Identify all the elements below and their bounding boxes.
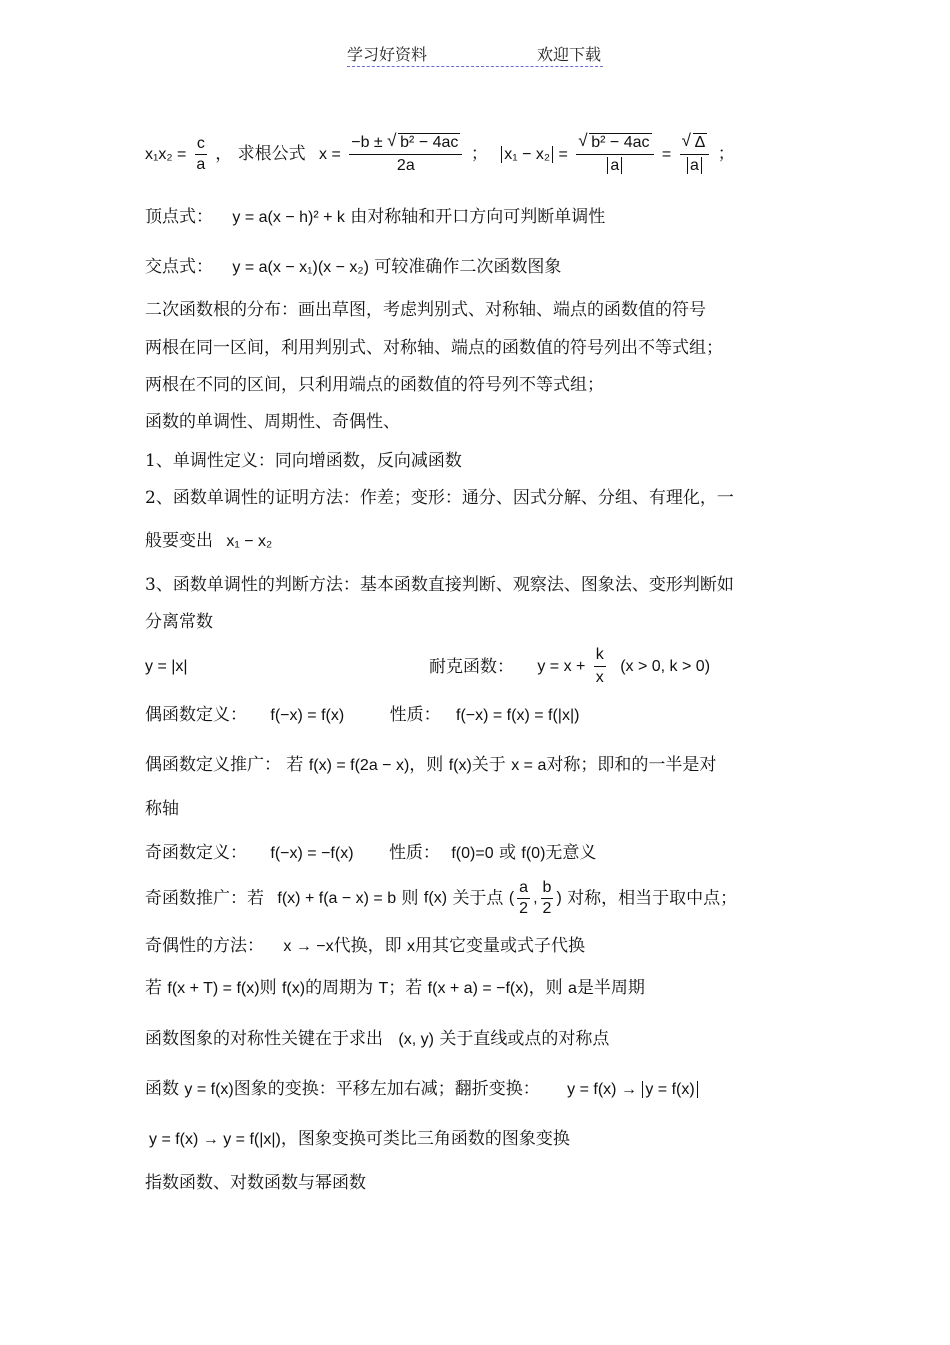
line-graph-symmetry: 函数图象的对称性关键在于求出 (x, y) 关于直线或点的对称点 [145, 1029, 610, 1049]
line-root-distribution: 二次函数根的分布：画出草图，考虑判别式、对称轴、端点的函数值的符号 [145, 300, 706, 320]
line-section-exp-log-power: 指数函数、对数函数与幂函数 [145, 1173, 366, 1193]
vieta-product: x₁x₂ = [145, 146, 187, 163]
line-same-interval: 两根在同一区间，利用判别式、对称轴、端点的函数值的符号列出不等式组； [145, 338, 723, 358]
intercept-formula: y = a(x − x₁)(x − x₂) [232, 259, 369, 276]
sqrt-discriminant: √ b² − 4ac [387, 131, 459, 151]
fraction-c-over-a: $\frac{c}{a}$ [196, 135, 206, 173]
x-equals: x = [319, 146, 341, 163]
line-odd-definition: 奇函数定义： f(−x) = −f(x) 性质： f(0)=0 或 f(0)无意义 [145, 843, 597, 863]
line-even-generalization: 偶函数定义推广： 若 f(x) = f(2a − x)，则 f(x)关于 x = a对称；即和的一半是对 [145, 755, 717, 775]
header-right-text: 欢迎下载 [536, 45, 601, 64]
line-vertex-form: 顶点式： y = a(x − h)² + k 由对称轴和开口方向可判断单调性 [145, 207, 606, 227]
vertex-formula: y = a(x − h)² + k [232, 209, 345, 226]
quadratic-formula-fraction: −b ± √ b² − 4ac 2a [349, 134, 462, 175]
line-parity-method: 奇偶性的方法： x → −x代换，即 x用其它变量或式子代换 [145, 936, 586, 956]
line-even-definition: 偶函数定义： f(−x) = f(x) 性质： f(−x) = f(x) = f(|x|) [145, 705, 580, 725]
page-header [347, 42, 603, 67]
line-monotonic-proof: 2、函数单调性的证明方法：作差；变形：通分、因式分解、分组、有理化，一 [145, 488, 734, 508]
line-properties-heading: 函数的单调性、周期性、奇偶性、 [145, 412, 400, 432]
line-symmetry-axis: 称轴 [145, 799, 179, 819]
header-left-text: 学习好资料 [347, 45, 428, 64]
fraction-a-over-2: $\frac{a}{2}$ [519, 879, 529, 917]
root-formula-label: ， 求根公式 [215, 144, 306, 164]
fraction-k-over-x: $\frac{k}{x}$ [595, 646, 604, 686]
line-periodicity: 若 f(x + T) = f(x)则 f(x)的周期为 T；若 f(x + a) = −f(x)，则 a是半周期 [145, 978, 645, 998]
line-different-interval: 两根在不同的区间，只利用端点的函数值的符号列不等式组； [145, 375, 604, 395]
line-monotonic-judgement: 3、函数单调性的判断方法：基本函数直接判断、观察法、图象法、变形判断如 [145, 575, 734, 595]
fraction-sqrt-over-abs-a: √ b² − 4ac a [576, 134, 653, 175]
line-graph-transform-abs: y = f(x) → y = f(|x|)，图象变换可类比三角函数的图象变换 [149, 1129, 570, 1149]
line-intercept-form: 交点式： y = a(x − x₁)(x − x₂) 可较准确作二次函数图象 [145, 257, 562, 277]
line-vieta-root-formula: x₁x₂ = $\frac{c}{a}$ ， 求根公式 x = −b ± √ b² − 4ac 2a ； x₁ − x₂ = √ b² − 4ac a = √ Δ a ； [145, 131, 735, 174]
line-odd-generalization: 奇函数推广：若 f(x) + f(a − x) = b 则 f(x) 关于点 ( $\frac{a}{2}$ , $\frac{b}{2}$ ) 对称，相当于取中点； [145, 879, 738, 917]
abs-root-difference: x₁ − x₂ [501, 146, 553, 163]
line-nike-function: y = |x| 耐克函数： y = x + $\frac{k}{x}$ (x > 0, k > 0) [145, 646, 711, 686]
line-monotonic-definition: 1、单调性定义：同向增函数，反向减函数 [145, 451, 462, 471]
fraction-b-over-2: $\frac{b}{2}$ [542, 879, 552, 917]
line-graph-transform: 函数 y = f(x)图象的变换：平移左加右减；翻折变换： y = f(x) → y = f(x) [145, 1078, 698, 1101]
fraction-sqrt-delta-over-abs-a: √ Δ a [680, 134, 710, 175]
line-separate-constant: 分离常数 [145, 612, 213, 632]
line-monotonic-proof-cont: 般要变出 x₁ − x₂ [145, 531, 273, 551]
